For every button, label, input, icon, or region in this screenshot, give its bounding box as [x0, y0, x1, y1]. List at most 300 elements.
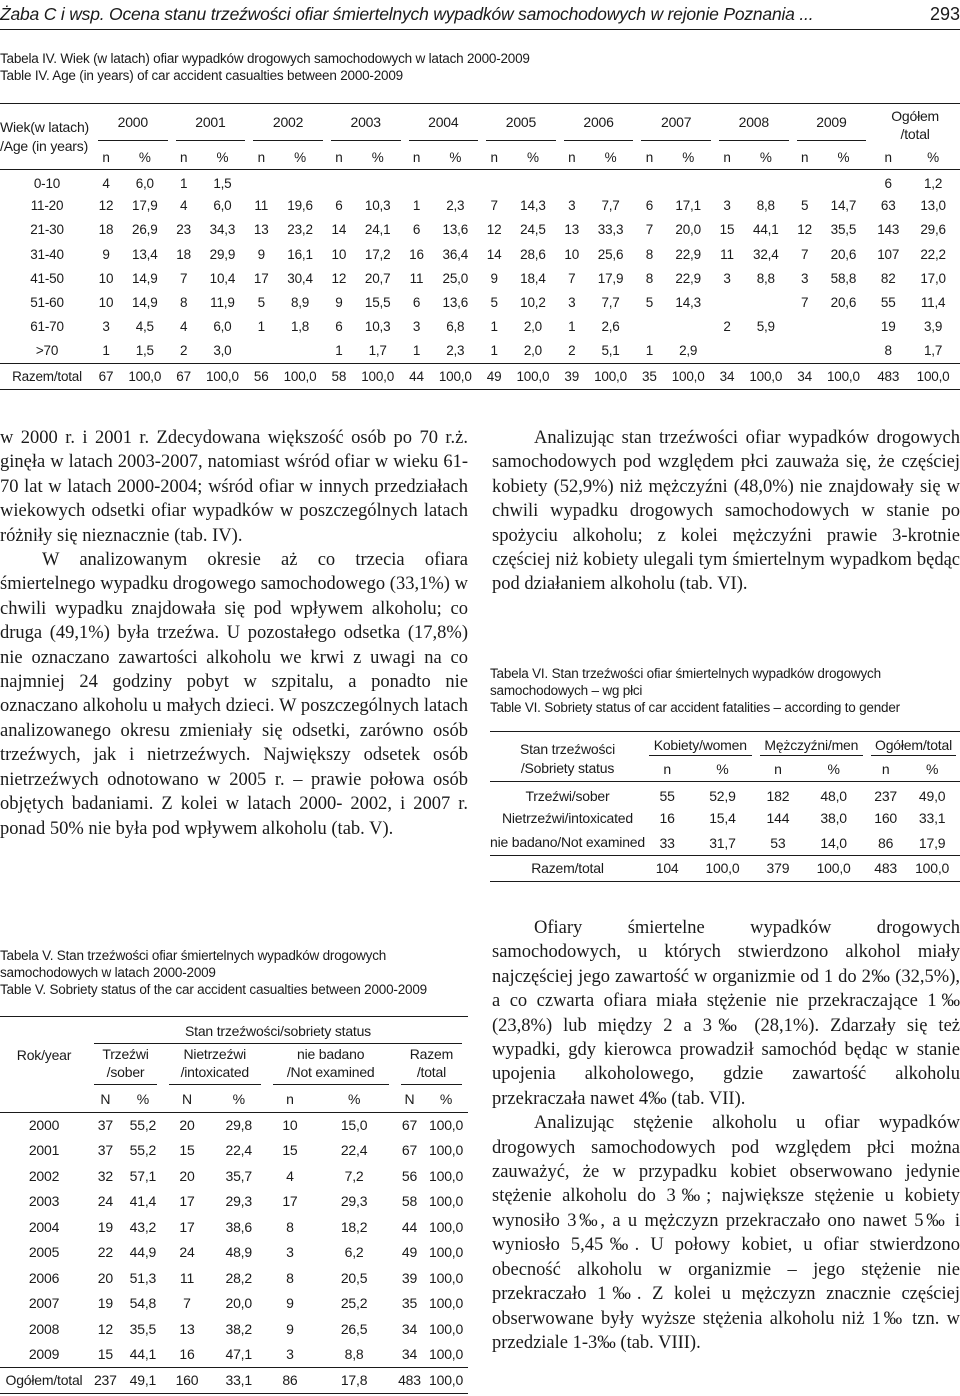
- table-cell: [793, 339, 817, 363]
- table-cell: 20,0: [225, 1295, 252, 1312]
- table-row: [0, 1265, 468, 1291]
- sobriety-group-header: [88, 1017, 468, 1045]
- table-cell: 104: [645, 855, 689, 881]
- running-header: [0, 0, 960, 30]
- table-cell: 8: [884, 343, 892, 359]
- table-cell: 5: [257, 295, 265, 311]
- table-cell: 14: [486, 246, 502, 262]
- table-cell: 39: [401, 1269, 418, 1286]
- table-cell: 6: [412, 222, 421, 238]
- table-cell: 4: [179, 319, 188, 335]
- table-cell: 15: [282, 1142, 298, 1159]
- subheader-cell: N: [163, 1086, 211, 1112]
- subheader-cell: %: [273, 146, 327, 170]
- table-cell: 48,0: [820, 788, 847, 804]
- table-row: [0, 339, 960, 363]
- table-cell: 11,4: [920, 295, 946, 311]
- subheader-cell: %: [506, 146, 560, 170]
- table-cell: 9: [335, 295, 343, 311]
- table-cell: 37: [97, 1142, 113, 1159]
- table-row: [0, 266, 960, 290]
- table-cell: 17,9: [918, 834, 946, 851]
- year-label: 2007: [641, 108, 711, 141]
- table-cell: 7,7: [601, 295, 620, 311]
- paragraph: Ofiary śmiertelne wypadków drogowych samochodowych, u których stwierdzono alkohol miały najczęściej jego zawartość w organizmie od 1 do 2‰ (32,5%), a co czwarta ofiara miała stężenie nie przekraczające 1‰ (23,8%) lub między 2 a 3‰ (28,1%). Zdarzały się też wypadki, gdy kierowca prowadził samochód będąc w stanie upojenia alkoholowego, gdzie zawartość alkoholu przekraczała nawet 4‰ (tab. VII).: [492, 918, 960, 1109]
- table-cell: 15,0: [340, 1117, 368, 1133]
- table-cell: 49: [482, 363, 506, 389]
- status-column-header: [490, 732, 645, 782]
- table-cell: [715, 170, 739, 194]
- table-cell: 11: [179, 1269, 195, 1286]
- table-cell: 33,1: [918, 810, 946, 827]
- subheader-cell: %: [196, 146, 250, 170]
- category-label: Kobiety/women: [649, 737, 752, 756]
- table-vi-caption: [490, 665, 960, 716]
- table-cell: 5,1: [601, 343, 620, 359]
- table-cell: 237: [88, 1367, 123, 1393]
- table-cell: 44,1: [129, 1346, 157, 1362]
- table-cell: 26,5: [340, 1320, 368, 1337]
- table-cell: 3,9: [923, 319, 943, 335]
- table-cell: 2,3: [446, 198, 465, 214]
- subheader-cell: %: [689, 758, 755, 782]
- table-cell: 3: [286, 1244, 294, 1261]
- subheader-cell: n: [172, 146, 196, 170]
- table-cell: 35,5: [830, 222, 857, 238]
- table-cell: 10: [564, 246, 580, 262]
- year-header: [482, 104, 560, 146]
- table-cell: 10: [98, 270, 114, 286]
- category-label-en: /intoxicated: [180, 1064, 249, 1080]
- table-cell: 100,0: [906, 363, 960, 389]
- table-cell: 107: [877, 246, 900, 262]
- table-cell: 86: [878, 834, 894, 851]
- table-iv-caption: [0, 50, 960, 84]
- age-group-cell: 61-70: [30, 319, 64, 335]
- sobriety-group-label: Stan trzeźwości/sobriety status: [94, 1023, 462, 1044]
- table-cell: 3: [286, 1346, 294, 1362]
- table-cell: 1,7: [368, 343, 387, 359]
- table-cell: 10: [331, 246, 347, 262]
- table-cell: 3: [723, 198, 731, 214]
- table-cell: 22,2: [920, 246, 946, 262]
- table-cell: 2,3: [446, 343, 465, 359]
- year-header: [249, 104, 327, 146]
- table-cell: 5: [645, 295, 653, 311]
- table-cell: [637, 315, 661, 339]
- subheader-cell: %: [800, 758, 867, 782]
- table-cell: 33: [659, 834, 675, 851]
- table-cell: 8,9: [290, 295, 310, 311]
- table-cell: 43,2: [129, 1218, 157, 1235]
- table-cell: 15: [719, 222, 735, 238]
- table-cell: 143: [877, 222, 900, 238]
- table-cell: 100,0: [429, 1269, 464, 1286]
- table-cell: 8,8: [756, 198, 775, 214]
- category-header: [645, 732, 756, 758]
- table-cell: 100,0: [351, 363, 405, 389]
- table-cell: 19: [97, 1218, 113, 1235]
- table-cell: 100,0: [661, 363, 715, 389]
- table-cell: 55: [659, 788, 675, 804]
- total-label-cell: Ogółem/total: [0, 1367, 88, 1393]
- table-cell: 4: [286, 1167, 294, 1184]
- table-cell: 1,5: [135, 343, 154, 359]
- table-cell: 14,3: [520, 198, 546, 214]
- table-cell: 44: [401, 1218, 418, 1235]
- table-cell: [405, 170, 429, 194]
- table-cell: 6,0: [213, 198, 232, 214]
- table-cell: 35: [401, 1295, 418, 1312]
- table-cell: 12: [331, 270, 347, 286]
- subheader-cell: n: [756, 758, 801, 782]
- table-cell: 34,3: [209, 222, 236, 238]
- table-cell: [327, 170, 351, 194]
- table-cell: 11: [254, 198, 269, 214]
- category-label-pl: Trzeźwi: [102, 1046, 149, 1062]
- subheader-cell: %: [739, 146, 793, 170]
- table-cell: 20: [97, 1269, 113, 1286]
- subheader-cell: n: [560, 146, 584, 170]
- year-header: [560, 104, 638, 146]
- table-cell: 67: [401, 1117, 418, 1133]
- table-cell: 13,6: [442, 295, 469, 311]
- page-number: 293: [929, 4, 960, 24]
- table-cell: 1,7: [923, 343, 943, 359]
- table-cell: 19: [97, 1295, 113, 1312]
- table-cell: [715, 290, 739, 314]
- table-cell: 56: [401, 1167, 418, 1184]
- table-cell: 100,0: [506, 363, 560, 389]
- table-cell: 44: [405, 363, 429, 389]
- table-cell: 67: [94, 363, 118, 389]
- table-cell: 44,9: [129, 1244, 157, 1261]
- table-cell: 1: [490, 343, 498, 359]
- table-cell: 483: [867, 855, 904, 881]
- table-cell: 100,0: [429, 1244, 464, 1261]
- table-cell: 1: [568, 319, 576, 335]
- table-cell: 10,3: [364, 319, 391, 335]
- table-cell: 1: [412, 343, 421, 359]
- table-cell: 38,0: [820, 810, 847, 827]
- table-cell: 30,4: [287, 270, 313, 286]
- table-cell: [249, 170, 273, 194]
- table-cell: 29,9: [209, 246, 236, 262]
- table-cell: 13,4: [132, 246, 158, 262]
- table-cell: [715, 339, 739, 363]
- category-label-en: /total: [416, 1064, 446, 1080]
- subheader-cell: %: [661, 146, 715, 170]
- table-cell: 182: [766, 788, 790, 804]
- table-cell: 2,0: [523, 343, 542, 359]
- table-cell: 14: [331, 222, 347, 238]
- table-cell: 100,0: [429, 1117, 464, 1133]
- age-group-cell: 31-40: [30, 246, 64, 262]
- table-cell: 4,5: [135, 319, 154, 335]
- table-cell: [817, 339, 871, 363]
- table-cell: 9: [490, 270, 498, 286]
- table-cell: 49: [401, 1244, 418, 1261]
- table-iv-subheader-row: [0, 146, 960, 170]
- table-cell: 32,4: [753, 246, 779, 262]
- table-cell: 57,1: [129, 1167, 157, 1184]
- table-cell: 6,0: [135, 176, 154, 192]
- total-column-header: [870, 104, 960, 146]
- table-cell: 9: [102, 246, 110, 262]
- table-cell: 12: [97, 1320, 113, 1337]
- year-header: [637, 104, 715, 146]
- right-column-text-bottom: [492, 916, 960, 1355]
- table-cell: 100,0: [689, 855, 755, 881]
- table-cell: 6,0: [213, 319, 232, 335]
- subheader-cell: n: [482, 146, 506, 170]
- table-cell: 9: [257, 246, 265, 262]
- subheader-cell: n: [405, 146, 429, 170]
- table-cell: 100,0: [817, 363, 871, 389]
- table-cell: 47,1: [225, 1346, 252, 1362]
- table-cell: 20,6: [830, 246, 857, 262]
- table-cell: 10,2: [520, 295, 546, 311]
- table-cell: 55,2: [129, 1117, 157, 1133]
- year-column-header: Rok/year: [16, 1046, 72, 1063]
- subheader-cell: %: [584, 146, 638, 170]
- subheader-cell: %: [817, 146, 871, 170]
- table-row: [0, 1342, 468, 1368]
- table-cell: 24,1: [364, 222, 391, 238]
- subheader-cell: n: [867, 758, 904, 782]
- table-cell: 7: [183, 1295, 191, 1312]
- table-cell: [637, 170, 661, 194]
- table-cell: [661, 315, 715, 339]
- table-row: [0, 218, 960, 242]
- table-cell: 3: [568, 198, 576, 214]
- table-cell: [428, 170, 482, 194]
- category-header: [88, 1044, 163, 1086]
- year-cell: 2007: [28, 1295, 60, 1312]
- year-label: 2008: [719, 108, 789, 141]
- subheader-cell: N: [395, 1086, 424, 1112]
- table-cell: [351, 170, 405, 194]
- subheader-cell: %: [211, 1086, 267, 1112]
- table-row: [0, 1240, 468, 1266]
- table-cell: 2: [568, 343, 576, 359]
- table-cell: 100,0: [273, 363, 327, 389]
- table-cell: 3: [800, 270, 809, 286]
- table-cell: 160: [874, 810, 898, 827]
- subheader-cell: n: [793, 146, 817, 170]
- table-cell: 19: [880, 319, 896, 335]
- table-cell: 8: [286, 1269, 294, 1286]
- table-cell: 12: [98, 198, 114, 214]
- table-cell: 49,1: [123, 1367, 163, 1393]
- table-cell: 38,2: [225, 1320, 252, 1337]
- subheader-cell: [0, 1086, 88, 1112]
- table-row: [0, 242, 960, 266]
- table-cell: 17,2: [364, 246, 391, 262]
- year-cell: 2009: [28, 1346, 60, 1362]
- table-cell: [739, 339, 793, 363]
- subheader-cell: %: [424, 1086, 468, 1112]
- table-cell: 6,8: [446, 319, 465, 335]
- table-cell: 14,9: [132, 295, 158, 311]
- paragraph: Analizując stan trzeźwości ofiar wypadków drogowych samochodowych pod względem płci zauważa się, że częściej kobiety (52,9%) niż mężczyźni (48,0%) nie znajdowały się w chwili wypadku drogowych samochodowych w stanie po spożyciu alkoholu; z kolei mężczyźni prawie 3-krotnie częściej niż kobiety ulegali tym śmiertelnym wypadkom będąc pod działaniem alkoholu (tab. VI).: [492, 428, 960, 595]
- total-header-en: /total: [900, 125, 930, 142]
- table-cell: 22,9: [675, 246, 701, 262]
- table-cell: [273, 170, 327, 194]
- year-cell: 2004: [28, 1218, 60, 1235]
- table-cell: 18: [98, 222, 114, 238]
- table-cell: 29,3: [340, 1193, 368, 1210]
- table-total-row: [0, 1367, 468, 1393]
- table-cell: 67: [172, 363, 196, 389]
- table-iv: [0, 103, 960, 390]
- table-v-group-row: [0, 1017, 468, 1045]
- subheader-cell: n: [637, 146, 661, 170]
- table-cell: 6: [412, 295, 421, 311]
- table-cell: 25,0: [442, 270, 469, 286]
- table-cell: 15,5: [364, 295, 391, 311]
- table-cell: 10,4: [209, 270, 236, 286]
- table-cell: 100,0: [424, 1367, 468, 1393]
- table-cell: [506, 170, 560, 194]
- table-cell: 100,0: [429, 1218, 464, 1235]
- table-cell: [661, 170, 715, 194]
- table-cell: 29,6: [920, 222, 946, 238]
- table-cell: 34: [401, 1320, 418, 1337]
- table-cell: 2,6: [601, 319, 620, 335]
- table-cell: 13: [253, 222, 269, 238]
- table-cell: 7,2: [344, 1167, 364, 1184]
- table-vi-category-row: [490, 732, 960, 758]
- table-cell: 10: [98, 295, 114, 311]
- table-cell: 17,0: [920, 270, 946, 286]
- table-vi-caption-en: Table VI. Sobriety status of car accident fatalities – according to gender: [490, 700, 900, 715]
- table-cell: 23: [176, 222, 191, 238]
- table-cell: 5: [800, 198, 809, 214]
- table-cell: 18,2: [340, 1218, 368, 1235]
- table-cell: 10: [282, 1117, 298, 1133]
- table-cell: 34: [793, 363, 817, 389]
- table-cell: 24: [97, 1193, 113, 1210]
- table-cell: 20: [179, 1117, 195, 1133]
- table-cell: 13: [179, 1320, 195, 1337]
- category-label: Ogółem/total: [871, 737, 956, 756]
- table-cell: 100,0: [429, 1167, 464, 1184]
- table-cell: 22,4: [225, 1142, 252, 1159]
- age-header-pl: Wiek(w latach): [0, 118, 89, 135]
- table-cell: 41,4: [129, 1193, 157, 1210]
- paragraph: W analizowanym okresie aż co trzecia ofiara śmiertelnego wypadku drogowego samochodowego (33,1%) w chwili wypadku znajdowała się pod wpływem alkoholu; co druga (49,1%) była trzeźwa. U pozostałego odsetka (17,8%) nie oznaczano zawartości alkoholu we krwi z uwagi na co najmniej 24 godziny pobyt w szpitalu, a ponadto nie oznaczano alkoholu u małych dzieci. W poszczególnych latach analizowanego okresu zmieniały się odsetki, zarówno osób trzeźwych, jak i nietrzeźwych. Największy odsetek osób nietrzeźwych odnotowano w 2005 r. – prawie połowa osób objętych badaniami. Z kolei w latach 2000- 2002, i 2007 r. ponad 50% nie była pod wpływem alkoholu (tab. V).: [0, 550, 468, 839]
- table-cell: 12: [797, 222, 812, 238]
- table-iv-header-row: [0, 104, 960, 146]
- status-label-cell: Trzeźwi/sober: [525, 787, 610, 804]
- table-row: [490, 782, 960, 807]
- table-cell: 1: [335, 343, 343, 359]
- table-cell: [273, 339, 327, 363]
- table-cell: 14,3: [675, 295, 701, 311]
- table-iv-caption-en: Table IV. Age (in years) of car accident casualties between 2000-2009: [0, 68, 403, 83]
- table-cell: 17,8: [313, 1367, 395, 1393]
- table-cell: 16: [409, 246, 424, 262]
- table-cell: 28,6: [520, 246, 546, 262]
- paragraph: Analizując stężenie alkoholu u ofiar wypadków drogowych samochodowych pod względem płci można zauważyć, że w przypadku kobiet obserwowano jedynie stężenie alkoholu do 3‰; największe stężenie u kobiety wynosiło 3‰, a u mężczyzn przekraczało ono nawet 5‰ i wyniosło 5,45‰. U połowy kobiet, u ofiar stwierdzono obecność alkoholu w organizmie – jego stężenie nie przekraczało 1‰. Z kolei u mężczyzn znacznie częściej obserwowane były wyższe stężenia alkoholu niż 1‰ tzn. w przedziale 1-3‰ (tab. VIII).: [492, 1113, 960, 1353]
- subheader-cell: N: [88, 1086, 123, 1112]
- table-cell: 6: [884, 176, 892, 192]
- table-cell: 7: [490, 198, 498, 214]
- table-cell: 55: [880, 295, 896, 311]
- table-cell: 86: [267, 1367, 314, 1393]
- table-cell: 18,4: [520, 270, 546, 286]
- table-cell: 34: [401, 1346, 418, 1362]
- table-cell: 55,2: [129, 1142, 157, 1159]
- table-cell: 33,3: [597, 222, 624, 238]
- category-label: Mężczyźni/men: [760, 737, 863, 756]
- table-cell: 19,6: [287, 198, 313, 214]
- table-cell: [739, 290, 793, 314]
- table-cell: 4: [102, 176, 110, 192]
- table-cell: 237: [874, 788, 898, 804]
- table-cell: 58: [401, 1193, 418, 1210]
- table-cell: 17: [179, 1218, 195, 1235]
- category-label: [273, 1045, 389, 1085]
- table-cell: 67: [401, 1142, 418, 1159]
- table-cell: 33,1: [211, 1367, 267, 1393]
- year-header: [172, 104, 250, 146]
- table-cell: 14,7: [830, 198, 857, 214]
- table-v-subheader-row: [0, 1086, 468, 1112]
- year-label: 2006: [564, 108, 634, 141]
- table-cell: 8: [286, 1218, 294, 1235]
- left-column-text: [0, 426, 468, 841]
- table-cell: 32: [97, 1167, 113, 1184]
- age-column-header: [0, 104, 94, 170]
- subheader-cell: %: [313, 1086, 395, 1112]
- category-label-en: /Not examined: [286, 1064, 375, 1080]
- table-cell: 18: [176, 246, 191, 262]
- age-header-en: /Age (in years): [0, 137, 89, 154]
- table-cell: 1: [257, 319, 265, 335]
- subheader-cell: n: [94, 146, 118, 170]
- subheader-cell: n: [327, 146, 351, 170]
- category-header: [267, 1044, 395, 1086]
- category-header: [756, 732, 867, 758]
- subheader-cell: n: [267, 1086, 314, 1112]
- status-label-cell: Nietrzeźwi/intoxicated: [501, 809, 633, 826]
- table-cell: 100,0: [429, 1295, 464, 1312]
- subheader-cell: %: [351, 146, 405, 170]
- table-cell: 14,0: [820, 834, 847, 851]
- table-cell: 53: [770, 834, 786, 851]
- table-cell: 9: [286, 1320, 294, 1337]
- year-header: [405, 104, 483, 146]
- table-cell: 100,0: [428, 363, 482, 389]
- table-cell: 8: [179, 295, 188, 311]
- category-label: [401, 1045, 462, 1085]
- table-cell: 1,8: [290, 319, 310, 335]
- table-cell: 1: [102, 343, 110, 359]
- age-group-cell: >70: [35, 343, 59, 359]
- table-row: [0, 1138, 468, 1164]
- table-cell: 11: [720, 246, 734, 262]
- category-label: [94, 1045, 157, 1085]
- table-cell: 16: [179, 1346, 195, 1362]
- table-cell: 16: [659, 810, 675, 827]
- category-label-pl: Nietrzeźwi: [183, 1046, 247, 1062]
- subheader-cell: %: [118, 146, 172, 170]
- table-cell: 2: [723, 319, 731, 335]
- age-group-cell: 51-60: [30, 295, 64, 311]
- table-cell: 6,2: [344, 1244, 364, 1261]
